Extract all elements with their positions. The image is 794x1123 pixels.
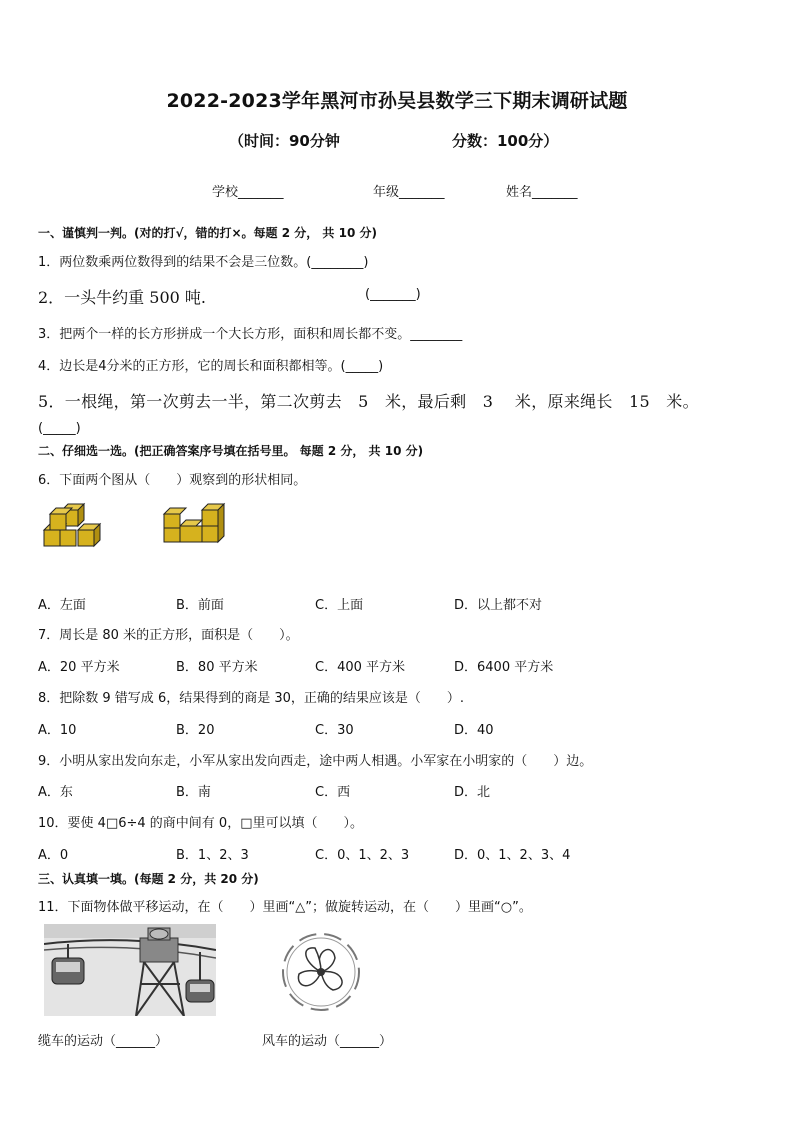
school-field: 学校_______ bbox=[212, 185, 284, 200]
question-4: 4．边长是4分米的正方形，它的周长和面积都相等。(_____) bbox=[38, 359, 384, 374]
q6-option-d: D．以上都不对 bbox=[454, 598, 543, 613]
q8-option-b: B．20 bbox=[176, 723, 215, 738]
q9-option-a: A．东 bbox=[38, 785, 73, 800]
q6-option-b: B．前面 bbox=[176, 598, 224, 613]
question-6: 6．下面两个图从（ ）观察到的形状相同。 bbox=[38, 473, 307, 488]
q7-option-a: A．20 平方米 bbox=[38, 660, 120, 675]
exam-time: （时间：90分钟 bbox=[229, 132, 340, 150]
q10-option-b: B．1、2、3 bbox=[176, 848, 249, 863]
q10-option-a: A．0 bbox=[38, 848, 69, 863]
q10-option-c: C．0、1、2、3 bbox=[315, 848, 410, 863]
question-5: 5．一根绳，第一次剪去一半，第二次剪去 5 米，最后剩 3 米，原来绳长 15 米。 bbox=[38, 392, 699, 411]
question-7: 7．周长是 80 米的正方形，面积是（ ）。 bbox=[38, 628, 299, 643]
question-2: 2．一头牛约重 500 吨. bbox=[38, 288, 206, 307]
cube-figure-left bbox=[40, 500, 106, 550]
exam-score: 分数：100分） bbox=[452, 132, 559, 150]
question-10: 10．要使 4□6÷4 的商中间有 0，□里可以填（ ）。 bbox=[38, 816, 363, 831]
q8-option-a: A．10 bbox=[38, 723, 77, 738]
cube-figure-right bbox=[162, 500, 228, 550]
cable-car-caption: 缆车的运动（______） bbox=[38, 1034, 169, 1049]
question-5-blank: (_____) bbox=[38, 421, 81, 436]
q10-option-d: D．0、1、2、3、4 bbox=[454, 848, 571, 863]
page-title: 2022-2023学年黑河市孙吴县数学三下期末调研试题 bbox=[166, 90, 628, 112]
name-field: 姓名_______ bbox=[506, 185, 578, 200]
question-8: 8．把除数 9 错写成 6，结果得到的商是 30，正确的结果应该是（ ）. bbox=[38, 691, 465, 706]
q8-option-c: C．30 bbox=[315, 723, 354, 738]
cable-car-illustration bbox=[44, 924, 216, 1016]
question-11: 11．下面物体做平移运动，在（ ）里画“△”；做旋转运动，在（ ）里画“○”。 bbox=[38, 900, 532, 915]
grade-field: 年级_______ bbox=[373, 185, 445, 200]
q6-option-a: A．左面 bbox=[38, 598, 86, 613]
q9-option-d: D．北 bbox=[454, 785, 491, 800]
pinwheel-caption: 风车的运动（______） bbox=[262, 1034, 393, 1049]
q7-option-d: D．6400 平方米 bbox=[454, 660, 554, 675]
section3-heading: 三、认真填一填。(每题 2 分，共 20 分) bbox=[38, 872, 259, 886]
question-1: 1．两位数乘两位数得到的结果不会是三位数。(________) bbox=[38, 255, 369, 270]
q6-option-c: C．上面 bbox=[315, 598, 364, 613]
section1-heading: 一、谨慎判一判。(对的打√，错的打×。每题 2 分， 共 10 分) bbox=[38, 226, 377, 240]
question-9: 9．小明从家出发向东走，小军从家出发向西走，途中两人相遇。小军家在小明家的（ ）边。 bbox=[38, 754, 593, 769]
cube-group bbox=[44, 504, 100, 546]
question-2-blank: (_______) bbox=[365, 287, 421, 302]
pinwheel-illustration bbox=[273, 928, 369, 1020]
q7-option-b: B．80 平方米 bbox=[176, 660, 258, 675]
q7-option-c: C．400 平方米 bbox=[315, 660, 406, 675]
q9-option-c: C．西 bbox=[315, 785, 351, 800]
question-3: 3．把两个一样的长方形拼成一个大长方形，面积和周长都不变。________ bbox=[38, 327, 463, 342]
q8-option-d: D．40 bbox=[454, 723, 494, 738]
q9-option-b: B．南 bbox=[176, 785, 211, 800]
section2-heading: 二、仔细选一选。(把正确答案序号填在括号里。 每题 2 分， 共 10 分) bbox=[38, 444, 424, 458]
